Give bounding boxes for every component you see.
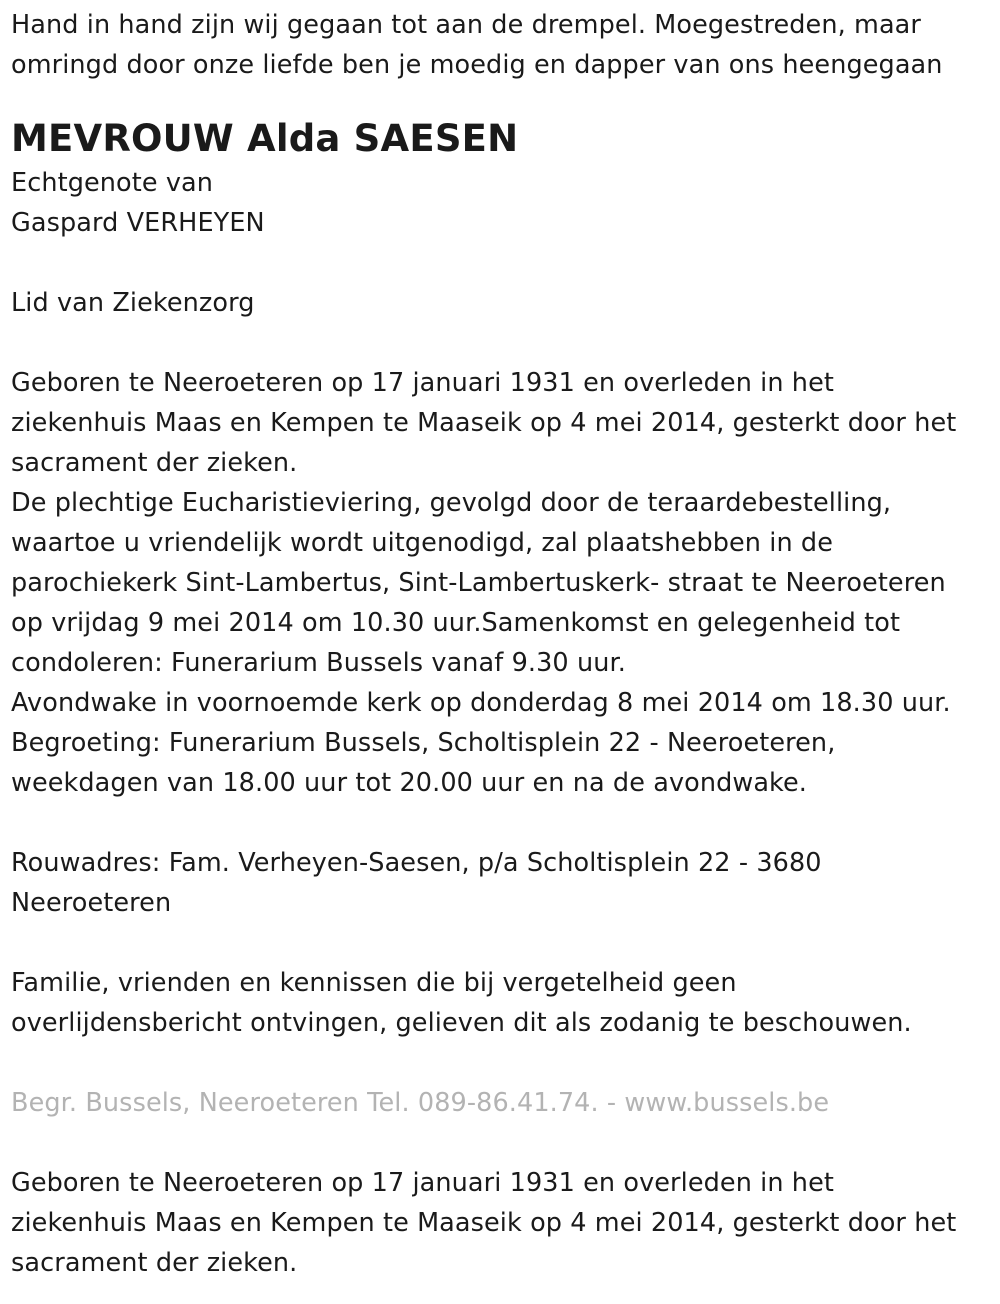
intro-verse <box>11 5 995 85</box>
spacer <box>11 243 995 283</box>
details-line: Geboren te Neeroeteren op 17 januari 1931 en overleden in het <box>11 368 834 398</box>
spouse-block <box>11 163 995 243</box>
deceased-name: MEVROUW Alda SAESEN <box>11 117 519 160</box>
details-line: condoleren: Funerarium Bussels vanaf 9.30 uur. <box>11 648 626 678</box>
intro-line: omringd door onze liefde ben je moedig en dapper van ons heengegaan <box>11 50 943 80</box>
notice-line: Familie, vrienden en kennissen die bij vergetelheid geen <box>11 968 737 998</box>
spacer <box>11 323 995 363</box>
details-line: Begroeting: Funerarium Bussels, Scholtisplein 22 - Neeroeteren, <box>11 728 836 758</box>
details-line: Avondwake in voornoemde kerk op donderdag 8 mei 2014 om 18.30 uur. <box>11 688 951 718</box>
details-block <box>11 363 995 803</box>
details-line: weekdagen van 18.00 uur tot 20.00 uur en na de avondwake. <box>11 768 808 798</box>
repeat-line: sacrament der zieken. <box>11 1248 298 1278</box>
repeat-line: ziekenhuis Maas en Kempen te Maaseik op 4 mei 2014, gesterkt door het <box>11 1208 957 1238</box>
intro-line: Hand in hand zijn wij gegaan tot aan de drempel. Moegestreden, maar <box>11 10 921 40</box>
address-line: Neeroeteren <box>11 888 172 918</box>
repeat-block <box>11 1163 995 1283</box>
spacer <box>11 1123 995 1163</box>
notice-block <box>11 963 995 1043</box>
spacer <box>11 1043 995 1083</box>
funeral-home-credit: Begr. Bussels, Neeroeteren Tel. 089-86.41.74. - www.bussels.be <box>11 1088 830 1118</box>
details-line: De plechtige Eucharistieviering, gevolgd door de teraardebestelling, <box>11 488 892 518</box>
spouse-name: Gaspard VERHEYEN <box>11 208 265 238</box>
membership: Lid van Ziekenzorg <box>11 288 255 318</box>
spacer <box>11 923 995 963</box>
spacer <box>11 803 995 843</box>
repeat-line: Geboren te Neeroeteren op 17 januari 1931 en overleden in het <box>11 1168 834 1198</box>
details-line: op vrijdag 9 mei 2014 om 10.30 uur.Samenkomst en gelegenheid tot <box>11 608 901 638</box>
details-line: parochiekerk Sint-Lambertus, Sint-Lambertuskerk- straat te Neeroeteren <box>11 568 946 598</box>
details-line: ziekenhuis Maas en Kempen te Maaseik op 4 mei 2014, gesterkt door het <box>11 408 957 438</box>
details-line: sacrament der zieken. <box>11 448 298 478</box>
address-line: Rouwadres: Fam. Verheyen-Saesen, p/a Scholtisplein 22 - 3680 <box>11 848 822 878</box>
details-line: waartoe u vriendelijk wordt uitgenodigd, zal plaatshebben in de <box>11 528 834 558</box>
obituary-document <box>11 0 995 1283</box>
address-block <box>11 843 995 923</box>
spouse-line: Echtgenote van <box>11 168 214 198</box>
notice-line: overlijdensbericht ontvingen, gelieven dit als zodanig te beschouwen. <box>11 1008 912 1038</box>
